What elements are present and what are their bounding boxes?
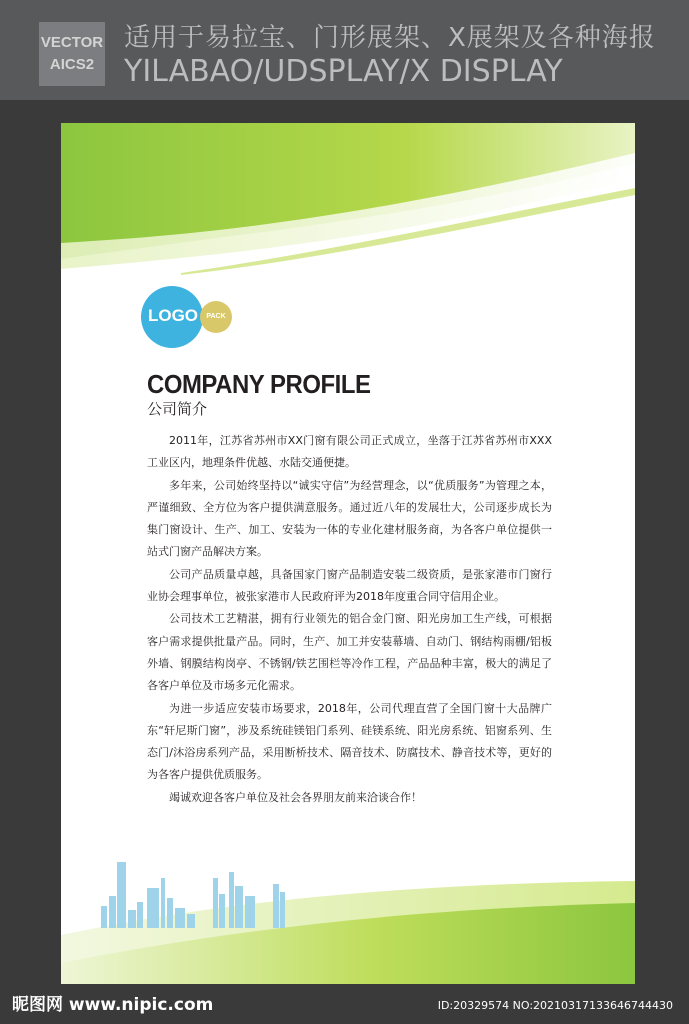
badge-line1: VECTOR — [40, 34, 104, 51]
top-banner — [0, 0, 689, 100]
profile-subtitle: 公司简介 — [147, 400, 208, 418]
top-wave-decoration — [61, 123, 635, 283]
profile-paragraph: 竭诚欢迎各客户单位及社会各界朋友前来洽谈合作！ — [169, 790, 422, 804]
badge-line2: AICS2 — [49, 56, 95, 73]
banner-title-en: YILABAO/UDSPLAY/X DISPLAY — [124, 54, 563, 89]
city-skyline-icon — [101, 858, 291, 928]
poster — [61, 123, 635, 984]
profile-paragraph: 公司技术工艺精湛，拥有行业领先的铝合金门窗、阳光房加工生产线，可根据客户需求提供批量产品。同时，生产、加工并安装幕墙、自动门、钢结构雨棚/铝板外墙、钢膜结构岗亭、不锈钢/铁艺围栏等冷作工程，产品品种丰富，极大的满足了各客户单位及市场多元化需求。 — [147, 612, 552, 693]
footer-watermark — [0, 988, 689, 1024]
profile-body — [147, 430, 552, 809]
profile-paragraph: 为进一步适应安装市场要求，2018年，公司代理直营了全国门窗十大品牌广东“轩尼斯门窗”，涉及系统硅镁铝门系列、硅镁系统、阳光房系统、铝窗系列、生态门/沐浴房系列产品，采用断桥技术、隔音技术、防腐技术、静音技术等，更好的为各客户提供优质服务。 — [147, 701, 552, 782]
profile-paragraph: 多年来，公司始终坚持以“诚实守信”为经营理念，以“优质服务”为管理之本，严谨细致、全方位为客户提供满意服务。通过近八年的发展壮大，公司逐步成长为集门窗设计、生产、加工、安装为一体的专业化建材服务商，为各客户单位提供一站式门窗产品解决方案。 — [147, 478, 552, 559]
logo-small-text: PACK — [206, 313, 226, 320]
banner-title-cn: 适用于易拉宝、门形展架、X展架及各种海报 — [124, 23, 656, 53]
logo-text: LOGO — [147, 306, 199, 325]
vector-badge — [39, 22, 105, 86]
profile-title: COMPANY PROFILE — [147, 369, 371, 399]
profile-paragraph: 2011年，江苏省苏州市XX门窗有限公司正式成立，坐落于江苏省苏州市XXX工业区内，地理条件优越、水陆交通便捷。 — [147, 434, 552, 470]
image-id-text: ID:20329574 NO:20210317133646744430 — [437, 999, 673, 1012]
profile-paragraph: 公司产品质量卓越，具备国家门窗产品制造安装二级资质，是张家港市门窗行业协会理事单位，被张家港市人民政府评为2018年度重合同守信用企业。 — [147, 567, 552, 604]
site-watermark: 昵图网 www.nipic.com — [12, 995, 214, 1015]
